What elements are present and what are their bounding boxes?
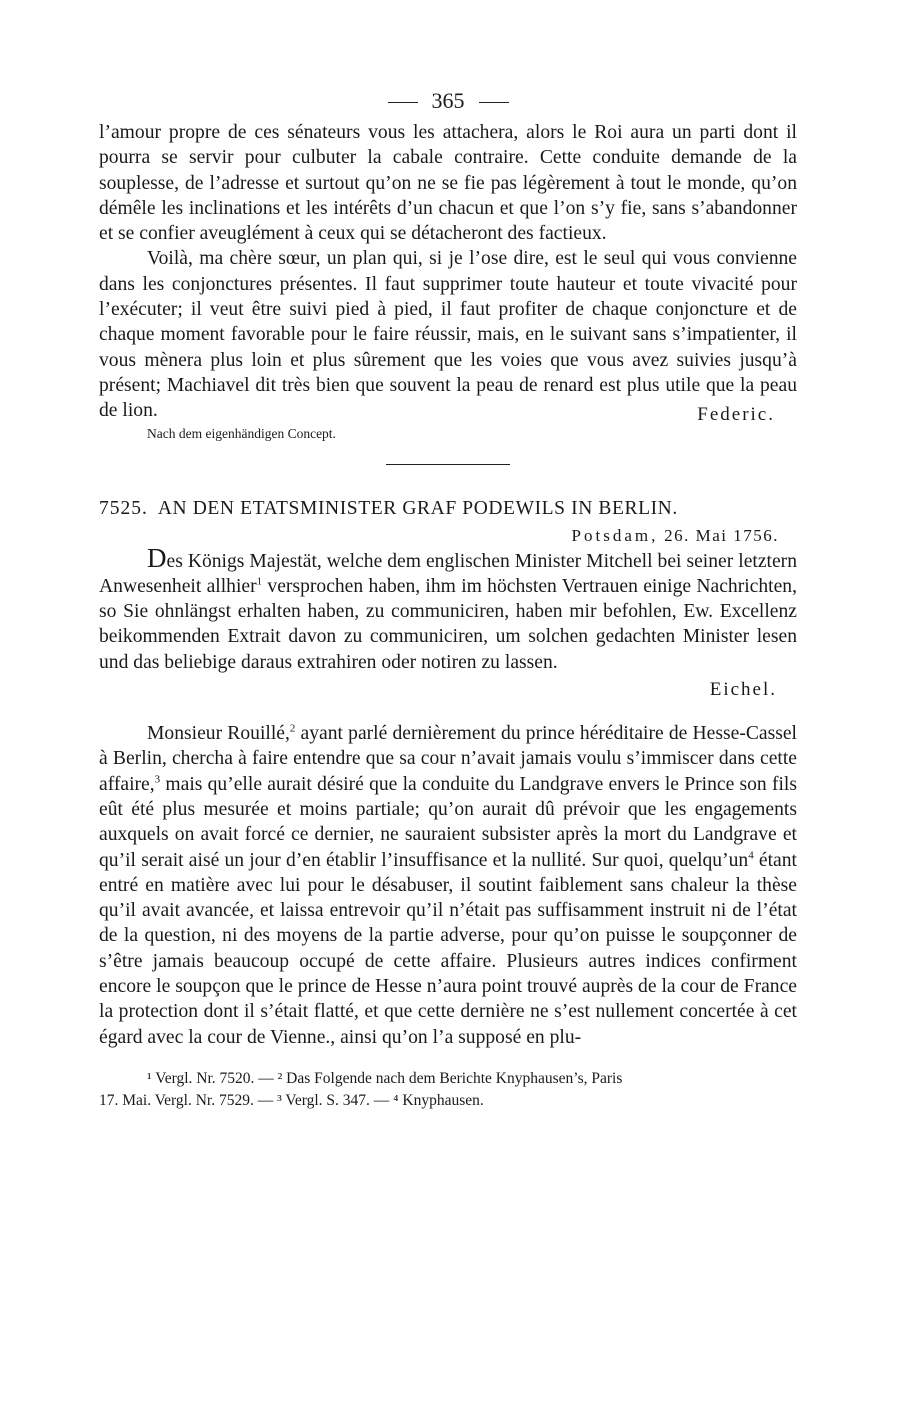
letter-body-tail: versprochen haben, ihm im höchsten Vertrauen einige Nachrichten, so Sie ohnlängst erhalten haben, zu communiciren, haben mir befohlen, Ew. Excellenz beikommenden Extrait davon zu communiciren, um solchen gedachten Minister lesen und das beliebige daraus extrahiren oder notiren zu lassen.	[99, 575, 797, 673]
letter-body-text: es Königs Majestät, welche dem englischen Minister Mitchell bei seiner letztern Anwesenheit allhier	[99, 550, 797, 597]
letter-closing-paragraph: Voilà, ma chère sœur, un plan qui, si je l’ose dire, est le seul qui vous convienne dans les conjonctures présentes. Il faut supprimer toute hauteur et toute vivacité pour l’exécuter; il veut être suivi pied à pied, il faut profiter de chaque conjoncture et de chaque moment favorable pour le faire réussir, mais, en le suivant sans s’impatienter, il vous mènera plus loin et plus sûrement que les voies que vous avez suivies jusqu’à présent; Machiavel dit très bien que souvent la peau de renard est plus utile que la peau de lion.	[99, 248, 797, 422]
letter-continuation-paragraph: l’amour propre de ces sénateurs vous les attachera, alors le Roi aura un parti dont il pourra se servir pour culbuter la cabale contraire. Cette conduite demande de la souplesse, de l’adresse et surtout qu’on ne se fie pas légèrement à tout le monde, qu’on démêle les inclinations et les intérêts d’un chacun et que l’on s’y fie, sans s’abandonner et se confier aveuglément à ceux qui se détacheront des factieux.	[99, 122, 797, 245]
footnotes	[99, 1068, 797, 1112]
signature-federic: Federic.	[697, 403, 775, 425]
footnote-line-1: ¹ Vergl. Nr. 7520. — ² Das Folgende nach dem Berichte Knyphausen’s, Paris	[147, 1069, 623, 1087]
signature-row-2	[99, 675, 797, 721]
book-page	[99, 86, 797, 1112]
letter-title: AN DEN ETATSMINISTER GRAF PODEWILS IN BERLIN.	[157, 497, 678, 519]
dash-right	[479, 102, 509, 103]
dash-left	[388, 102, 418, 103]
footnote-line-2: 17. Mai. Vergl. Nr. 7529. — ³ Vergl. S. 347. — ⁴ Knyphausen.	[99, 1091, 484, 1109]
dateline	[99, 523, 797, 549]
source-note: Nach dem eigenhändigen Concept.	[147, 425, 336, 441]
dateline-date: 26. Mai 1756.	[664, 525, 779, 545]
extract-part-3: mais qu’elle aurait désiré que la conduite du Landgrave envers le Prince son fils eût été plus mesurée et moins partiale; qu’on aurait dû prévoir que les engagements auxquels on avait forcé ce dernier, ne sauraient subsister après la mort du Landgrave et qu’il serait aisé un jour d’en établir l’insuffisance et la nullité. Sur quoi, quelqu’un	[99, 773, 797, 871]
extract-part-2: ayant parlé dernièrement du prince héréditaire de Hesse-Cassel à Berlin, chercha à faire entendre que sa cour n’avait jamais voulu s’immiscer dans cette affaire,	[99, 723, 797, 795]
page-number: 365	[431, 88, 465, 113]
dateline-place: Potsdam,	[571, 525, 659, 545]
letter-number: 7525.	[99, 497, 148, 519]
signature-eichel: Eichel.	[709, 679, 777, 701]
extract-part-1: Monsieur Rouillé,	[147, 723, 290, 745]
footnote-ref-4: 4	[748, 849, 754, 861]
footnote-ref-2: 2	[289, 722, 296, 735]
letter-body-paragraph	[99, 542, 797, 675]
letter-heading	[99, 495, 797, 523]
initial-letter: D	[147, 542, 167, 573]
section-divider	[386, 464, 510, 465]
extract-part-4: étant entré en matière avec lui pour le désabuser, il soutint faiblement sans chaleur la thèse qu’il avait avancée, et laissa entrevoir qu’il n’était pas suffisamment instruit ni de l’état de la question, ni des moyens de la partie adverse, pour qu’on puisse le soupçonner de s’être jamais beaucoup occupé de cette affaire. Plusieurs autres indices confirment encore le soupçon que le prince de Hesse n’aura point trouvé auprès de la cour de France la protection dont il s’était flatté, et que cette dernière ne s’est nullement concertée à cet égard avec la cour de Vienne., ainsi qu’on l’a supposé en plu-	[99, 849, 797, 1048]
page-number-line	[99, 86, 797, 116]
extract-paragraph	[99, 721, 797, 1050]
footnote-ref-3: 3	[154, 773, 161, 786]
footnote-ref-1: 1	[256, 575, 263, 588]
